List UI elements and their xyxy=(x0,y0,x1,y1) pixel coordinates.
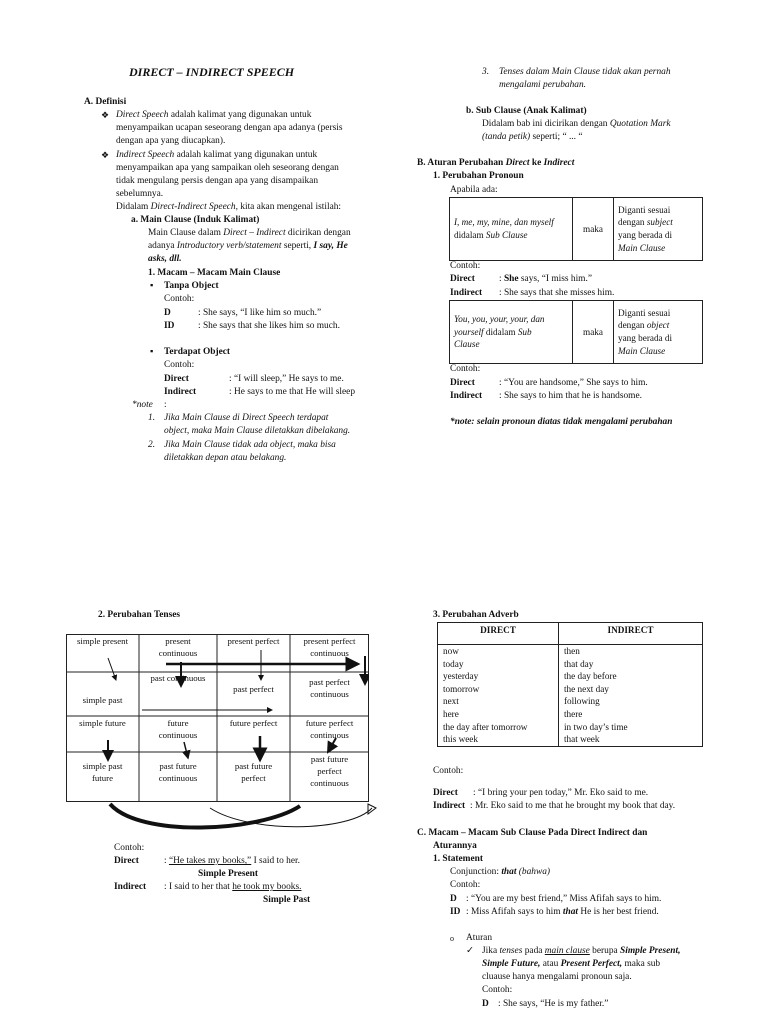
adverb-direct-example: : “I bring your pen today,” Mr. Eko said to me. xyxy=(473,788,649,798)
simple-past-label: Simple Past xyxy=(263,895,311,905)
macam-main-clause-heading: 1. Macam – Macam Main Clause xyxy=(148,268,281,278)
contoh-label: Contoh: xyxy=(433,766,464,776)
adverb-direct-cell: now xyxy=(438,645,559,658)
direct-label: Direct xyxy=(114,856,139,866)
adverb-direct-cell: here xyxy=(438,708,559,721)
d-label: D xyxy=(164,308,171,318)
simple-present-label: Simple Present xyxy=(198,869,258,879)
tanpa-object-heading: Tanpa Object xyxy=(164,281,219,291)
statement-d-example: : “You are my best friend,” Miss Afifah says to him. xyxy=(466,894,662,904)
tense-simple-past: simple past xyxy=(82,695,123,705)
apabila-label: Apabila ada: xyxy=(450,185,498,195)
tense-simple-present: simple present xyxy=(76,636,129,646)
tense-past-continuous: past continuous xyxy=(150,673,206,683)
section-b-heading: B. Aturan Perubahan Direct ke Indirect xyxy=(417,158,575,168)
direct-example: : “I will sleep,” He says to me. xyxy=(229,374,344,384)
note-label: *note xyxy=(132,400,153,410)
adverb-indirect-example: : Mr. Eko said to me that he brought my book that day. xyxy=(470,801,676,811)
adverb-direct-cell: next xyxy=(438,695,559,708)
indirect-speech-def-line3: tidak mengulang persis dengan apa yang disampaikan xyxy=(116,176,319,186)
adverb-indirect-cell: in two day’s time xyxy=(559,721,703,734)
id-label: ID xyxy=(164,321,175,331)
tense-present-continuous: present continuous xyxy=(158,636,198,658)
indirect-label: Indirect xyxy=(164,387,197,397)
indirect-label: Indirect xyxy=(114,882,147,892)
id-label: ID xyxy=(450,907,461,917)
tense-future-perfect: future perfect xyxy=(229,718,278,728)
rule-line1: Jika tenses pada main clause berupa Simple Present, xyxy=(482,946,681,956)
indirect-label: Indirect xyxy=(433,801,466,811)
pronoun-table-1-source: I, me, my, mine, dan myself didalam Sub Clause xyxy=(450,198,573,261)
perubahan-adverb-heading: 3. Perubahan Adverb xyxy=(433,610,519,620)
direct-label: Direct xyxy=(164,374,189,384)
pronoun-table-1 xyxy=(449,197,703,261)
terdapat-object-heading: Terdapat Object xyxy=(164,347,231,357)
direct-label: Direct xyxy=(450,378,475,388)
statement-id-example: : Miss Afifah says to him that He is her best friend. xyxy=(466,907,659,917)
sub-clause-line2: (tanda petik) seperti; “ ... “ xyxy=(482,132,583,142)
main-clause-heading: a. Main Clause (Induk Kalimat) xyxy=(131,215,260,225)
indirect-example-1: : She says that she misses him. xyxy=(499,288,615,298)
pronoun-table-2-source: You, you, your, your, dan yourself didalam Sub Clause xyxy=(450,301,573,364)
tense-future-perfect-continuous: future perfect continuous xyxy=(305,718,354,740)
pronoun-note: *note: selain pronoun diatas tidak mengalami perubahan xyxy=(450,417,673,427)
note1-line2: object, maka Main Clause diletakkan dibelakang. xyxy=(164,426,351,436)
indirect-example-2: : She says to him that he is handsome. xyxy=(499,391,642,401)
tense-future-continuous: future continuous xyxy=(158,718,198,740)
adverb-indirect-cell: following xyxy=(559,695,703,708)
note3-line2: mengalami perubahan. xyxy=(499,80,586,90)
contoh-label: Contoh: xyxy=(114,843,145,853)
adverb-direct-cell: today xyxy=(438,658,559,671)
indirect-example: : He says to me that He will sleep xyxy=(229,387,356,397)
diamond-bullet-icon: ❖ xyxy=(101,150,110,160)
note1-number: 1. xyxy=(148,413,156,423)
pronoun-table-1-maka: maka xyxy=(573,198,614,261)
pronoun-table-2 xyxy=(449,300,703,364)
contoh-label: Contoh: xyxy=(164,360,195,370)
square-bullet-icon: ▪ xyxy=(150,347,154,357)
adverb-col-indirect: INDIRECT xyxy=(559,623,703,645)
d-label: D xyxy=(450,894,457,904)
note3-number: 3. xyxy=(482,67,490,77)
contoh-label: Contoh: xyxy=(450,261,481,271)
sub-clause-line1: Didalam bab ini dicirikan dengan Quotation Mark xyxy=(482,119,671,129)
direct-label: Direct xyxy=(450,274,475,284)
main-clause-line2: adanya Introductory verb/statement seperti, I say, He xyxy=(148,241,348,251)
rule-line3: cluause hanya mengalami pronoun saja. xyxy=(482,972,632,982)
tense-simple-future: simple future xyxy=(79,718,126,728)
rule-d-example: : She says, “He is my father.” xyxy=(498,999,609,1009)
note2-line2: diletakkan depan atau belakang. xyxy=(164,453,287,463)
tense-past-future-perfect-continuous: past future perfect continuous xyxy=(310,754,349,788)
tense-past-perfect: past perfect xyxy=(233,684,274,694)
conjunction-line: Conjunction: that (bahwa) xyxy=(450,867,551,877)
rule-line2: Simple Future, atau Present Perfect, maka sub xyxy=(482,959,661,969)
curved-arrows-icon xyxy=(100,798,380,838)
note1-line1: Jika Main Clause di Direct Speech terdapat xyxy=(164,413,329,423)
diamond-bullet-icon: ❖ xyxy=(101,110,110,120)
indirect-label: Indirect xyxy=(450,288,483,298)
adverb-direct-cell: yesterday xyxy=(438,670,559,683)
adverb-indirect-cell: the next day xyxy=(559,683,703,696)
direct-example-2: : “You are handsome,” She says to him. xyxy=(499,378,648,388)
square-bullet-icon: ▪ xyxy=(150,281,154,291)
adverb-indirect-cell: then xyxy=(559,645,703,658)
contoh-label: Contoh: xyxy=(164,294,195,304)
adverb-direct-cell: the day after tomorrow xyxy=(438,721,559,734)
sub-clause-heading: b. Sub Clause (Anak Kalimat) xyxy=(466,106,587,116)
direct-speech-def-line1: Direct Speech adalah kalimat yang digunakan untuk xyxy=(116,110,312,120)
tense-present-perfect: present perfect xyxy=(227,636,280,646)
d-label: D xyxy=(482,999,489,1009)
direct-speech-def-line2: menyampaikan ucapan seseorang dengan apa adanya (persis xyxy=(116,123,343,133)
tenses-direct-example: : “He takes my books,” I said to her. xyxy=(164,856,300,866)
checkmark-icon: ✓ xyxy=(466,946,474,956)
contoh-label: Contoh: xyxy=(482,985,513,995)
statement-heading: 1. Statement xyxy=(433,854,483,864)
adverb-indirect-cell: that week xyxy=(559,733,703,746)
tense-simple-past-future: simple past future xyxy=(82,761,123,783)
direct-example-1: : She says, “I miss him.” xyxy=(499,274,592,284)
note3-line1: Tenses dalam Main Clause tidak akan pernah xyxy=(499,67,671,77)
adverb-direct-cell: tomorrow xyxy=(438,683,559,696)
contoh-label: Contoh: xyxy=(450,364,481,374)
perubahan-tenses-heading: 2. Perubahan Tenses xyxy=(98,610,181,620)
main-clause-line1: Main Clause dalam Direct – Indirect dicirikan dengan xyxy=(148,228,351,238)
adverb-table xyxy=(437,622,703,747)
aturan-label: Aturan xyxy=(466,933,493,943)
tense-past-future-continuous: past future continuous xyxy=(158,761,198,783)
main-clause-line3: asks, dll. xyxy=(148,254,182,264)
adverb-direct-cell: this week xyxy=(438,733,559,746)
tenses-indirect-example: : I said to her that he took my books. xyxy=(164,882,302,892)
indirect-speech-def-line2: menyampaikan apa yang sampaikan oleh seseorang dengan xyxy=(116,163,339,173)
adverb-indirect-cell: the day before xyxy=(559,670,703,683)
indirect-speech-def-line1: Indirect Speech adalah kalimat yang digunakan untuk xyxy=(116,150,318,160)
direct-speech-def-line3: dengan apa yang diucapkan). xyxy=(116,136,226,146)
adverb-indirect-cell: there xyxy=(559,708,703,721)
section-c-heading-line2: Aturannya xyxy=(433,841,477,851)
tense-past-future-perfect: past future perfect xyxy=(234,761,273,783)
page-title: DIRECT – INDIRECT SPEECH xyxy=(129,65,295,79)
direct-label: Direct xyxy=(433,788,458,798)
pronoun-table-2-rule: Diganti sesuai dengan object yang berada di Main Clause xyxy=(614,301,703,364)
note-colon: : xyxy=(164,400,167,410)
didalam-line: Didalam Direct-Indirect Speech, kita akan mengenal istilah: xyxy=(116,202,342,212)
id-example: : She says that she likes him so much. xyxy=(198,321,340,331)
note2-line1: Jika Main Clause tidak ada object, maka bisa xyxy=(164,440,336,450)
indirect-speech-def-line4: sebelumnya. xyxy=(116,189,164,199)
indirect-label: Indirect xyxy=(450,391,483,401)
perubahan-pronoun-heading: 1. Perubahan Pronoun xyxy=(433,171,524,181)
tense-past-perfect-continuous: past perfect continuous xyxy=(309,677,350,699)
section-c-heading: C. Macam – Macam Sub Clause Pada Direct Indirect dan xyxy=(417,828,648,838)
note2-number: 2. xyxy=(148,440,156,450)
contoh-label: Contoh: xyxy=(450,880,481,890)
arrow-icon xyxy=(184,742,188,758)
arrow-icon xyxy=(108,658,116,680)
section-a-heading: A. Definisi xyxy=(84,97,127,107)
tense-present-perfect-continuous: present perfect continuous xyxy=(303,636,356,658)
d-example: : She says, “I like him so much.” xyxy=(198,308,322,318)
circle-bullet-icon: o xyxy=(450,934,454,943)
tenses-grid xyxy=(66,634,369,802)
adverb-indirect-cell: that day xyxy=(559,658,703,671)
adverb-col-direct: DIRECT xyxy=(438,623,559,645)
pronoun-table-2-maka: maka xyxy=(573,301,614,364)
pronoun-table-1-rule: Diganti sesuai dengan subject yang berada di Main Clause xyxy=(614,198,703,261)
